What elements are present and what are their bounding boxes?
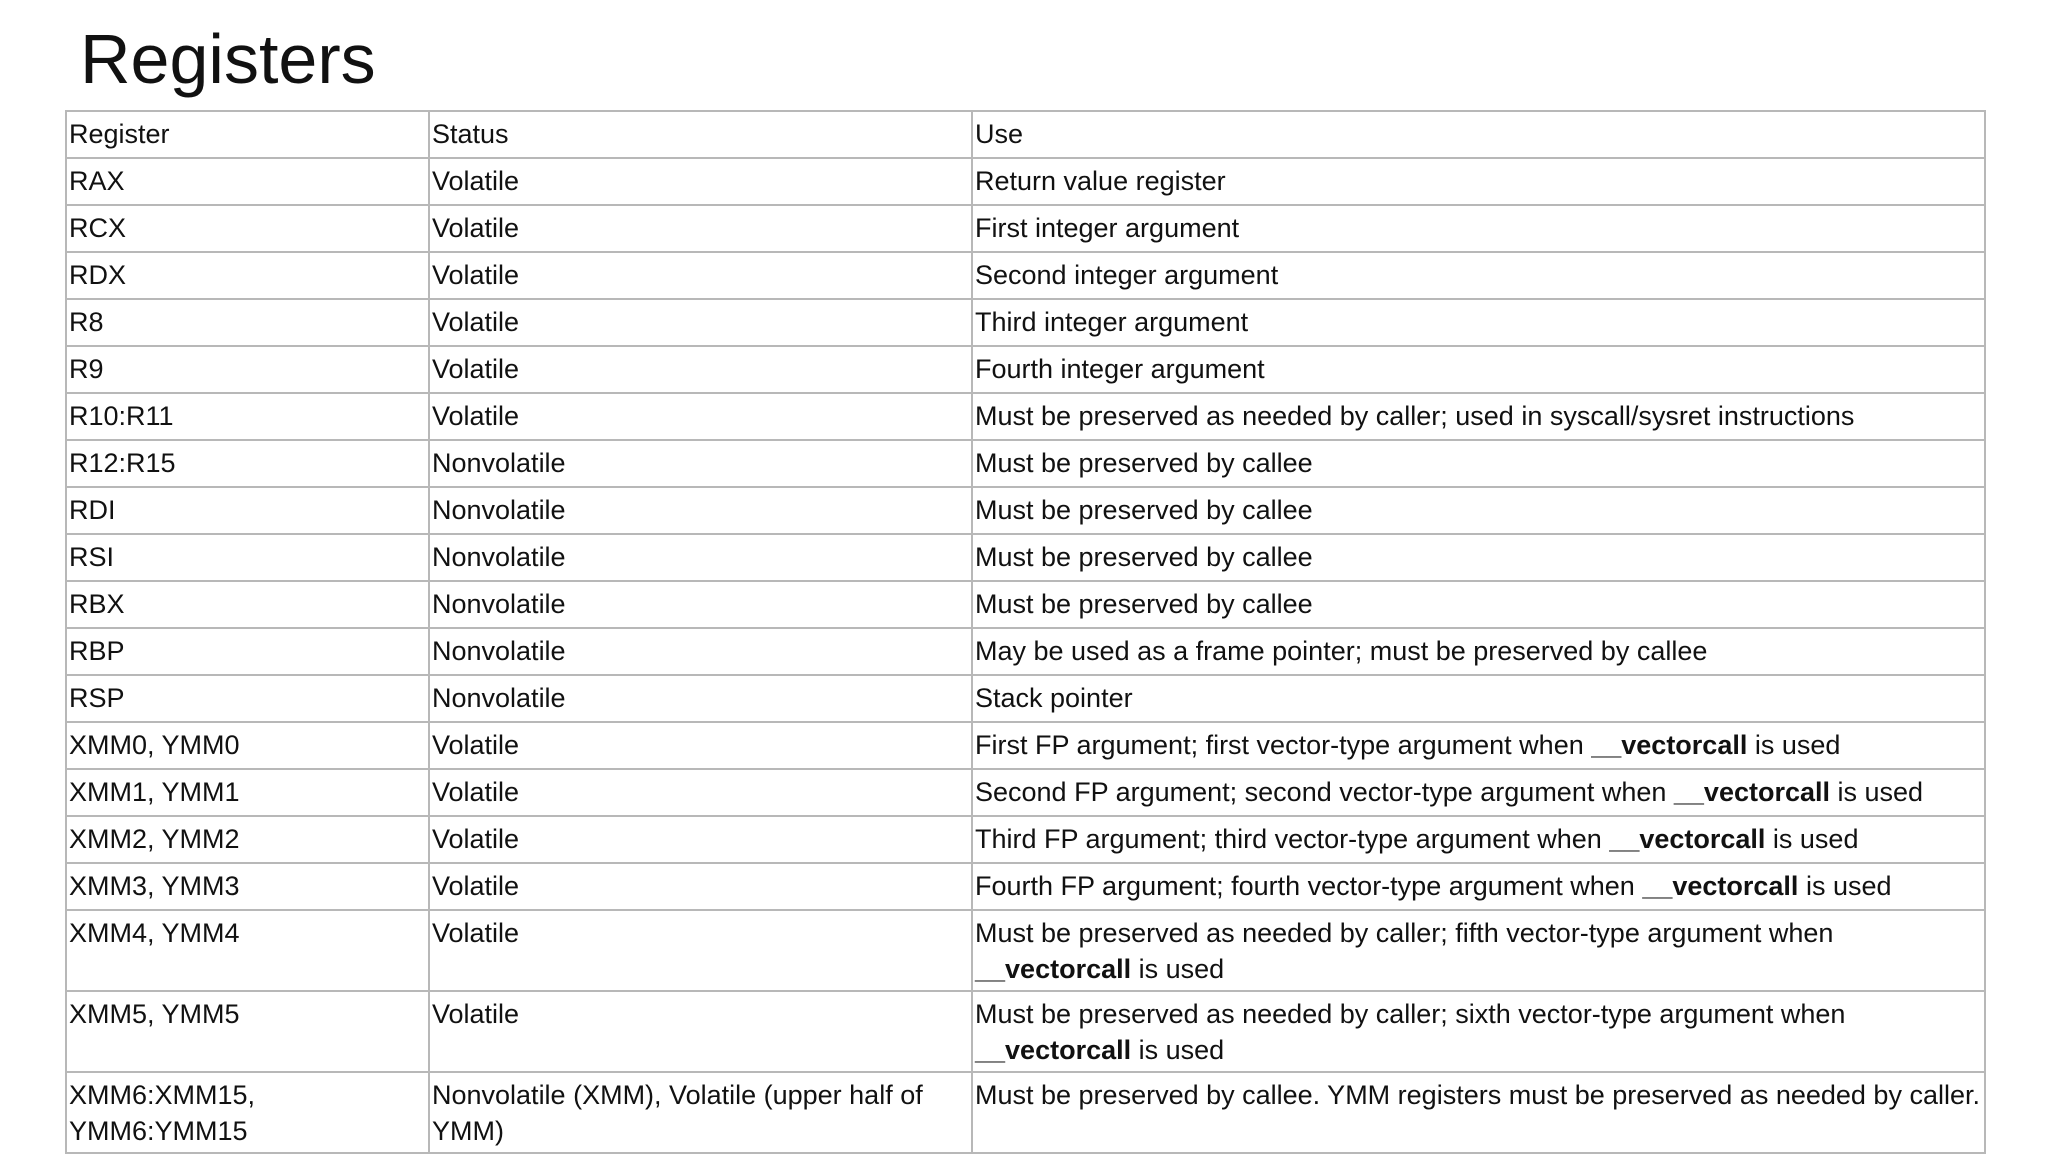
use-cell [972,581,1985,628]
table-row [66,991,1985,1072]
use-cell [972,628,1985,675]
use-text: First FP argument; first vector-type argument when [975,730,1592,760]
register-cell: RSP [66,675,429,722]
use-cell [972,910,1985,991]
use-text-suffix: is used [1747,730,1841,760]
use-cell [972,863,1985,910]
register-cell: XMM3, YMM3 [66,863,429,910]
use-text-suffix: is used [1830,777,1924,807]
register-cell: RCX [66,205,429,252]
status-cell: Volatile [429,299,972,346]
use-text: Must be preserved by callee [975,589,1313,619]
use-text: Must be preserved by callee. YMM registers must be preserved as needed by caller. [975,1080,1980,1110]
use-text: Must be preserved by callee [975,448,1313,478]
use-cell [972,393,1985,440]
use-cell [972,487,1985,534]
table-row [66,675,1985,722]
status-cell: Volatile [429,722,972,769]
vectorcall-keyword: __vectorcall [1673,777,1830,807]
use-text: Must be preserved by callee [975,542,1313,572]
status-cell: Nonvolatile [429,581,972,628]
register-cell: RBX [66,581,429,628]
use-text: Second FP argument; second vector-type argument when [975,777,1674,807]
status-cell: Nonvolatile [429,628,972,675]
register-cell: XMM2, YMM2 [66,816,429,863]
register-cell: R12:R15 [66,440,429,487]
use-text-suffix: is used [1131,1035,1225,1065]
status-cell: Nonvolatile [429,675,972,722]
table-row [66,252,1985,299]
table-row [66,769,1985,816]
table-row [66,158,1985,205]
status-cell: Nonvolatile [429,487,972,534]
table-row [66,1072,1985,1153]
vectorcall-keyword: __vectorcall [975,1035,1132,1065]
use-cell [972,252,1985,299]
use-text: Stack pointer [975,683,1133,713]
register-cell: XMM1, YMM1 [66,769,429,816]
vectorcall-keyword: __vectorcall [1591,730,1748,760]
status-cell: Volatile [429,158,972,205]
status-cell: Volatile [429,769,972,816]
use-text: First integer argument [975,213,1240,243]
register-cell: RBP [66,628,429,675]
vectorcall-keyword: __vectorcall [975,954,1132,984]
status-cell: Volatile [429,393,972,440]
use-text: Third FP argument; third vector-type argument when [975,824,1610,854]
table-row [66,628,1985,675]
table-row [66,910,1985,991]
status-cell: Volatile [429,252,972,299]
register-cell: XMM0, YMM0 [66,722,429,769]
status-cell: Volatile [429,816,972,863]
status-cell: Volatile [429,910,972,991]
use-text-suffix: is used [1131,954,1225,984]
use-text: Third integer argument [975,307,1249,337]
use-cell [972,816,1985,863]
use-cell [972,675,1985,722]
status-cell: Volatile [429,205,972,252]
register-cell: R8 [66,299,429,346]
use-cell [972,158,1985,205]
use-cell [972,1072,1985,1153]
vectorcall-keyword: __vectorcall [1609,824,1766,854]
status-cell: Volatile [429,991,972,1072]
table-row [66,581,1985,628]
use-cell [972,205,1985,252]
register-cell: R9 [66,346,429,393]
table-row [66,722,1985,769]
table-row [66,299,1985,346]
column-header-status: Status [429,111,972,158]
use-text: Second integer argument [975,260,1279,290]
status-cell: Volatile [429,863,972,910]
table-row [66,346,1985,393]
status-cell: Nonvolatile [429,534,972,581]
register-cell: XMM4, YMM4 [66,910,429,991]
use-cell [972,722,1985,769]
table-row [66,393,1985,440]
register-cell: R10:R11 [66,393,429,440]
register-cell: RAX [66,158,429,205]
register-cell: RSI [66,534,429,581]
table-row [66,534,1985,581]
status-cell: Volatile [429,346,972,393]
register-cell: RDX [66,252,429,299]
column-header-register: Register [66,111,429,158]
use-cell [972,534,1985,581]
use-cell [972,769,1985,816]
column-header-use: Use [972,111,1985,158]
register-cell: XMM5, YMM5 [66,991,429,1072]
use-cell [972,346,1985,393]
use-text-suffix: is used [1765,824,1859,854]
use-text-suffix: is used [1798,871,1892,901]
table-header-row [66,111,1985,158]
use-text: Return value register [975,166,1226,196]
table-row [66,487,1985,534]
use-text: Must be preserved as needed by caller; sixth vector-type argument when [975,999,1846,1029]
register-cell: RDI [66,487,429,534]
use-text: Fourth FP argument; fourth vector-type argument when [975,871,1643,901]
status-cell: Nonvolatile (XMM), Volatile (upper half of YMM) [429,1072,972,1153]
use-text: May be used as a frame pointer; must be preserved by callee [975,636,1708,666]
use-text: Must be preserved as needed by caller; used in syscall/sysret instructions [975,401,1855,431]
registers-table [65,110,1986,1154]
use-cell [972,299,1985,346]
status-cell: Nonvolatile [429,440,972,487]
page-title: Registers [80,20,376,98]
table-row [66,205,1985,252]
use-text: Must be preserved as needed by caller; fifth vector-type argument when [975,918,1834,948]
table-row [66,440,1985,487]
use-cell [972,440,1985,487]
table-row [66,863,1985,910]
use-text: Must be preserved by callee [975,495,1313,525]
table-row [66,816,1985,863]
use-cell [972,991,1985,1072]
use-text: Fourth integer argument [975,354,1265,384]
vectorcall-keyword: __vectorcall [1642,871,1799,901]
register-cell: XMM6:XMM15, YMM6:YMM15 [66,1072,429,1153]
